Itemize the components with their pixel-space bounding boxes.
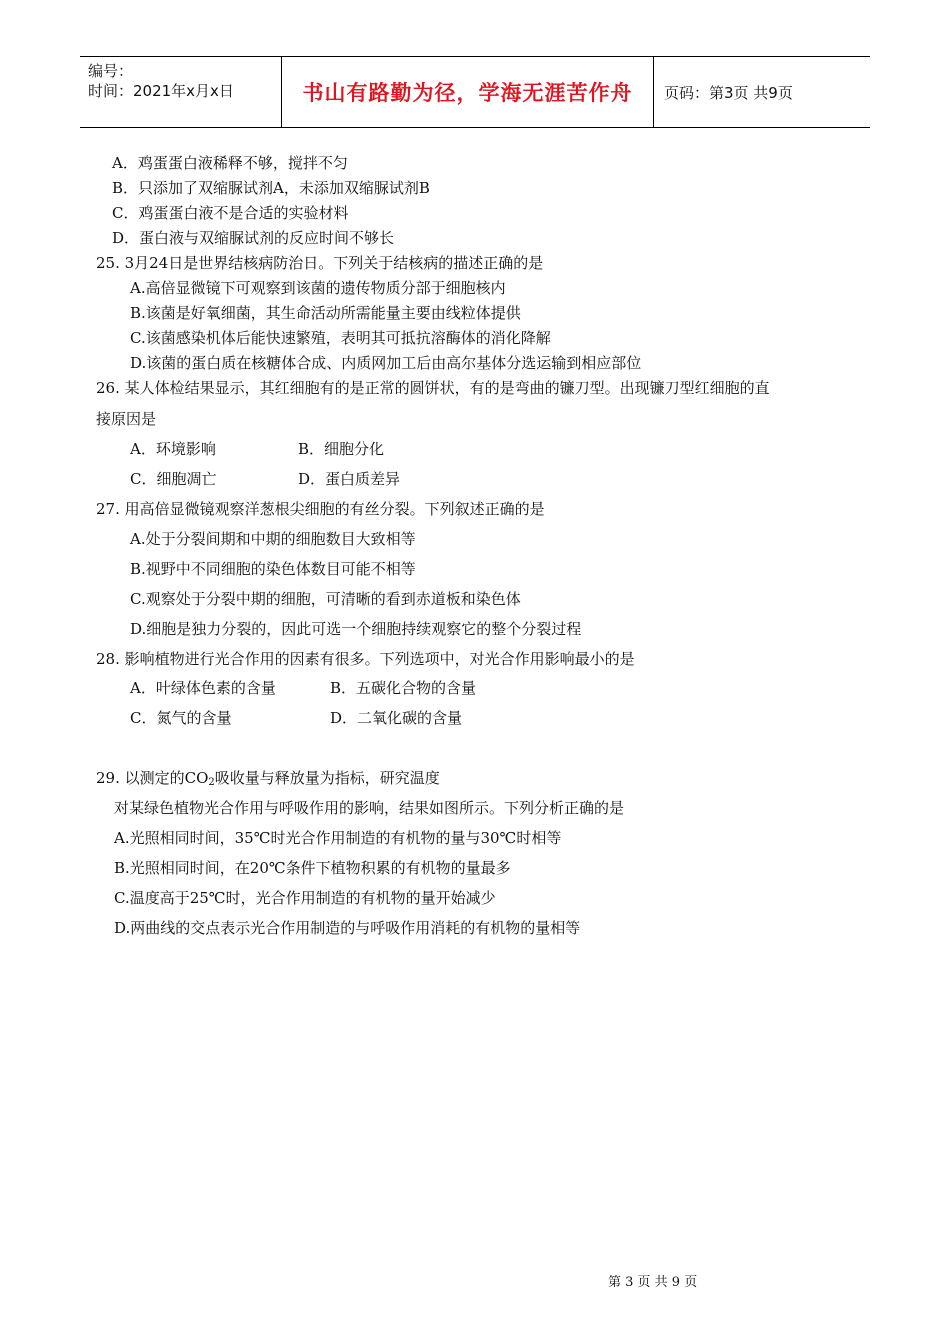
q27-stem: 27. 用高倍显微镜观察洋葱根尖细胞的有丝分裂。下列叙述正确的是	[96, 500, 545, 518]
document-time-label: 时间：2021年x月x日	[88, 82, 234, 100]
q26-stem-line1: 26. 某人体检结果显示，其红细胞有的是正常的圆饼状，有的是弯曲的镰刀型。出现镰刀型红细胞的直	[96, 379, 770, 397]
footer-page-number: 第 3 页 共 9 页	[608, 1275, 698, 1290]
q28-stem: 28. 影响植物进行光合作用的因素有很多。下列选项中，对光合作用影响最小的是	[96, 650, 635, 668]
header-page-info: 页码：第3页 共9页	[664, 83, 793, 102]
q27-option-b: B.视野中不同细胞的染色体数目可能不相等	[130, 560, 416, 578]
q26-option-a: A．环境影响	[130, 440, 216, 458]
q29-option-a: A.光照相同时间，35℃时光合作用制造的有机物的量与30℃时相等	[114, 829, 562, 847]
q26-option-b: B．细胞分化	[298, 440, 385, 458]
page-header	[80, 56, 870, 128]
q29-stem-subscript: 2	[208, 777, 215, 788]
q29-stem-post: 吸收量与释放量为指标，研究温度	[214, 769, 440, 787]
q25-option-c: C.该菌感染机体后能快速繁殖，表明其可抵抗溶酶体的消化降解	[130, 329, 551, 347]
q29-option-c: C.温度高于25℃时，光合作用制造的有机物的量开始减少	[114, 889, 496, 907]
q29-stem-line1	[96, 768, 440, 793]
q24-option-b: B．只添加了双缩脲试剂A，未添加双缩脲试剂B	[112, 179, 430, 197]
q27-option-d: D.细胞是独力分裂的，因此可选一个细胞持续观察它的整个分裂过程	[130, 620, 582, 638]
q26-option-d: D．蛋白质差异	[298, 470, 401, 488]
q27-option-a: A.处于分裂间期和中期的细胞数目大致相等	[130, 530, 416, 548]
header-motto: 书山有路勤为径，学海无涯苦作舟	[302, 81, 633, 105]
q24-option-a: A．鸡蛋蛋白液稀释不够，搅拌不匀	[112, 154, 348, 172]
header-meta	[80, 57, 282, 127]
q28-option-c: C．氮气的含量	[130, 709, 232, 727]
document-number-label: 编号：	[88, 62, 134, 80]
q29-stem-pre: 29. 以测定的CO	[96, 769, 209, 787]
q25-stem: 25. 3月24日是世界结核病防治日。下列关于结核病的描述正确的是	[96, 254, 544, 272]
q28-option-b: B．五碳化合物的含量	[330, 679, 477, 697]
q28-option-a: A．叶绿体色素的含量	[130, 679, 276, 697]
q28-option-d: D．二氧化碳的含量	[330, 709, 463, 727]
header-motto-cell	[282, 57, 654, 127]
q26-stem-line2: 接原因是	[96, 410, 157, 428]
q25-option-b: B.该菌是好氧细菌，其生命活动所需能量主要由线粒体提供	[130, 304, 521, 322]
q25-option-d: D.该菌的蛋白质在核糖体合成、内质网加工后由高尔基体分选运输到相应部位	[130, 354, 642, 372]
q29-option-d: D.两曲线的交点表示光合作用制造的与呼吸作用消耗的有机物的量相等	[114, 919, 581, 937]
q27-option-c: C.观察处于分裂中期的细胞，可清晰的看到赤道板和染色体	[130, 590, 521, 608]
q24-option-d: D．蛋白液与双缩脲试剂的反应时间不够长	[112, 229, 395, 247]
q25-option-a: A.高倍显微镜下可观察到该菌的遗传物质分部于细胞核内	[130, 279, 506, 297]
header-page-cell	[654, 57, 870, 127]
q29-option-b: B.光照相同时间，在20℃条件下植物积累的有机物的量最多	[114, 859, 511, 877]
q26-option-c: C．细胞凋亡	[130, 470, 217, 488]
q24-option-c: C．鸡蛋蛋白液不是合适的实验材料	[112, 204, 349, 222]
q29-stem-line2: 对某绿色植物光合作用与呼吸作用的影响，结果如图所示。下列分析正确的是	[114, 799, 625, 817]
